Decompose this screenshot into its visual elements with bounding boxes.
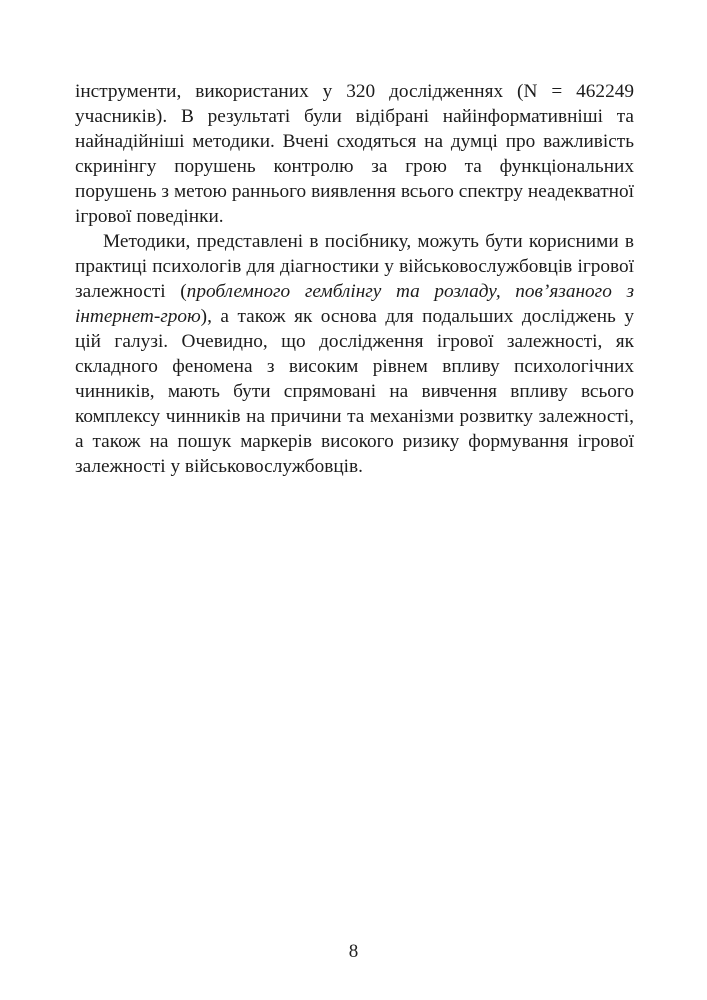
- paragraph-methods-text-before: Методики, представлені в посібнику, можуть бути корисними в практиці психологів для діагностики у військовослужбовців ігрової залежності (: [75, 231, 634, 302]
- paragraph-methods-text-after: ), а також як основа для подальших досліджень у цій галузі. Очевидно, що дослідження ігрової залежності, як складного феномена з високим рівнем впливу психологічних чинників, мають бути спрямовані на вивчення впливу всього комплексу чинників на причини та механізми розвитку залежності, а також на пошук маркерів високого ризику формування ігрової залежності у військовослужбовців.: [75, 306, 634, 477]
- paragraph-methods: [75, 229, 634, 479]
- page-number: 8: [348, 941, 359, 962]
- paragraph-continuation: інструменти, використаних у 320 дослідженнях (N = 462249 учасників). В результаті були відібрані найінформативніші та найнадійніші методики. Вчені сходяться на думці про важливість скринінгу порушень контролю за грою та функціональних порушень з метою раннього виявлення всього спектру неадекватної ігрової поведінки.: [75, 81, 634, 227]
- paragraph-methods-italic-term: проблемного гемблінгу та розладу, пов’язаного з інтернет-грою: [75, 281, 634, 327]
- text-block: [75, 79, 634, 479]
